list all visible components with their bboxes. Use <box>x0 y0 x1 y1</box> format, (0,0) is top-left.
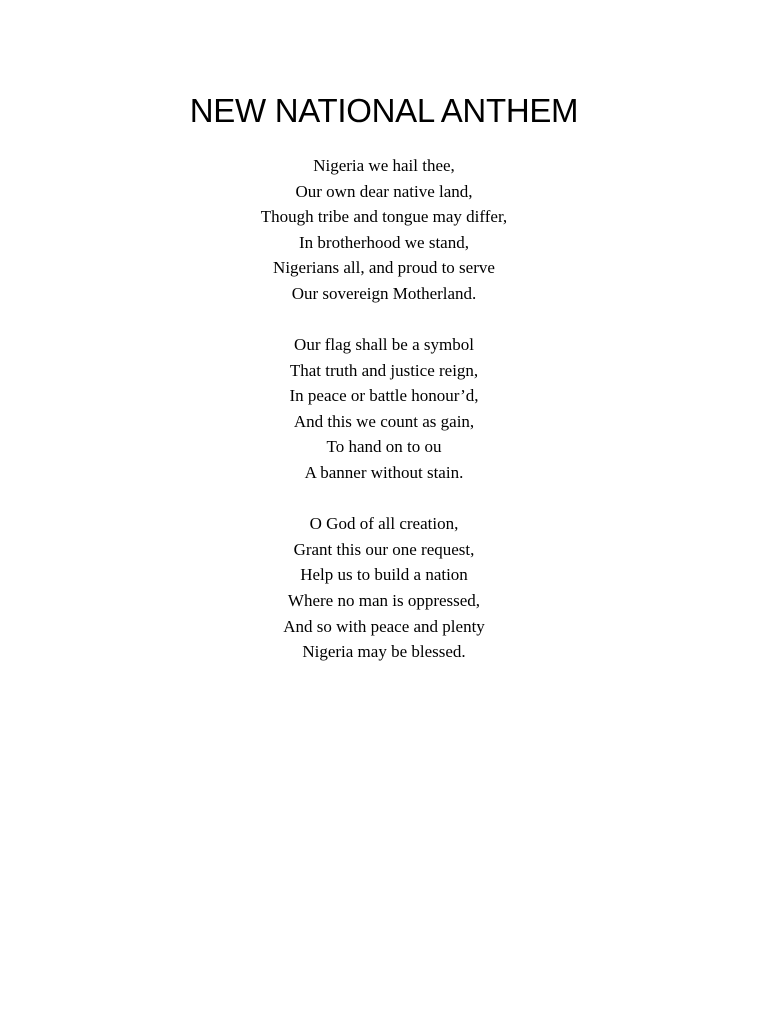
poem-line: Our own dear native land, <box>295 181 473 201</box>
stanza-3 <box>0 511 768 665</box>
poem-line: Our flag shall be a symbol <box>294 335 474 355</box>
poem-line: Though tribe and tongue may differ, <box>260 207 508 227</box>
poem-line: Nigeria we hail thee, <box>313 156 455 175</box>
page-title: NEW NATIONAL ANTHEM <box>189 92 579 129</box>
stanza-1 <box>0 153 768 307</box>
stanza-2 <box>0 332 768 486</box>
poem-line: Nigerians all, and proud to serve <box>273 258 495 278</box>
poem-line: In peace or battle honour’d, <box>289 386 479 406</box>
poem-line: Grant this our one request, <box>293 539 475 559</box>
poem-line: Where no man is oppressed, <box>287 590 481 610</box>
poem-line: Nigeria may be blessed. <box>302 642 466 662</box>
anthem-poem <box>0 153 768 690</box>
poem-line: To hand on to ou <box>326 437 442 457</box>
poem-line: And this we count as gain, <box>293 411 475 431</box>
poem-line: That truth and justice reign, <box>289 360 479 380</box>
poem-line: And so with peace and plenty <box>283 616 485 636</box>
poem-line: Our sovereign Motherland. <box>291 283 477 303</box>
poem-line: O God of all creation, <box>309 514 459 534</box>
poem-line: Help us to build a nation <box>300 565 468 585</box>
poem-line: A banner without stain. <box>304 463 464 483</box>
poem-line: In brotherhood we stand, <box>299 232 469 252</box>
